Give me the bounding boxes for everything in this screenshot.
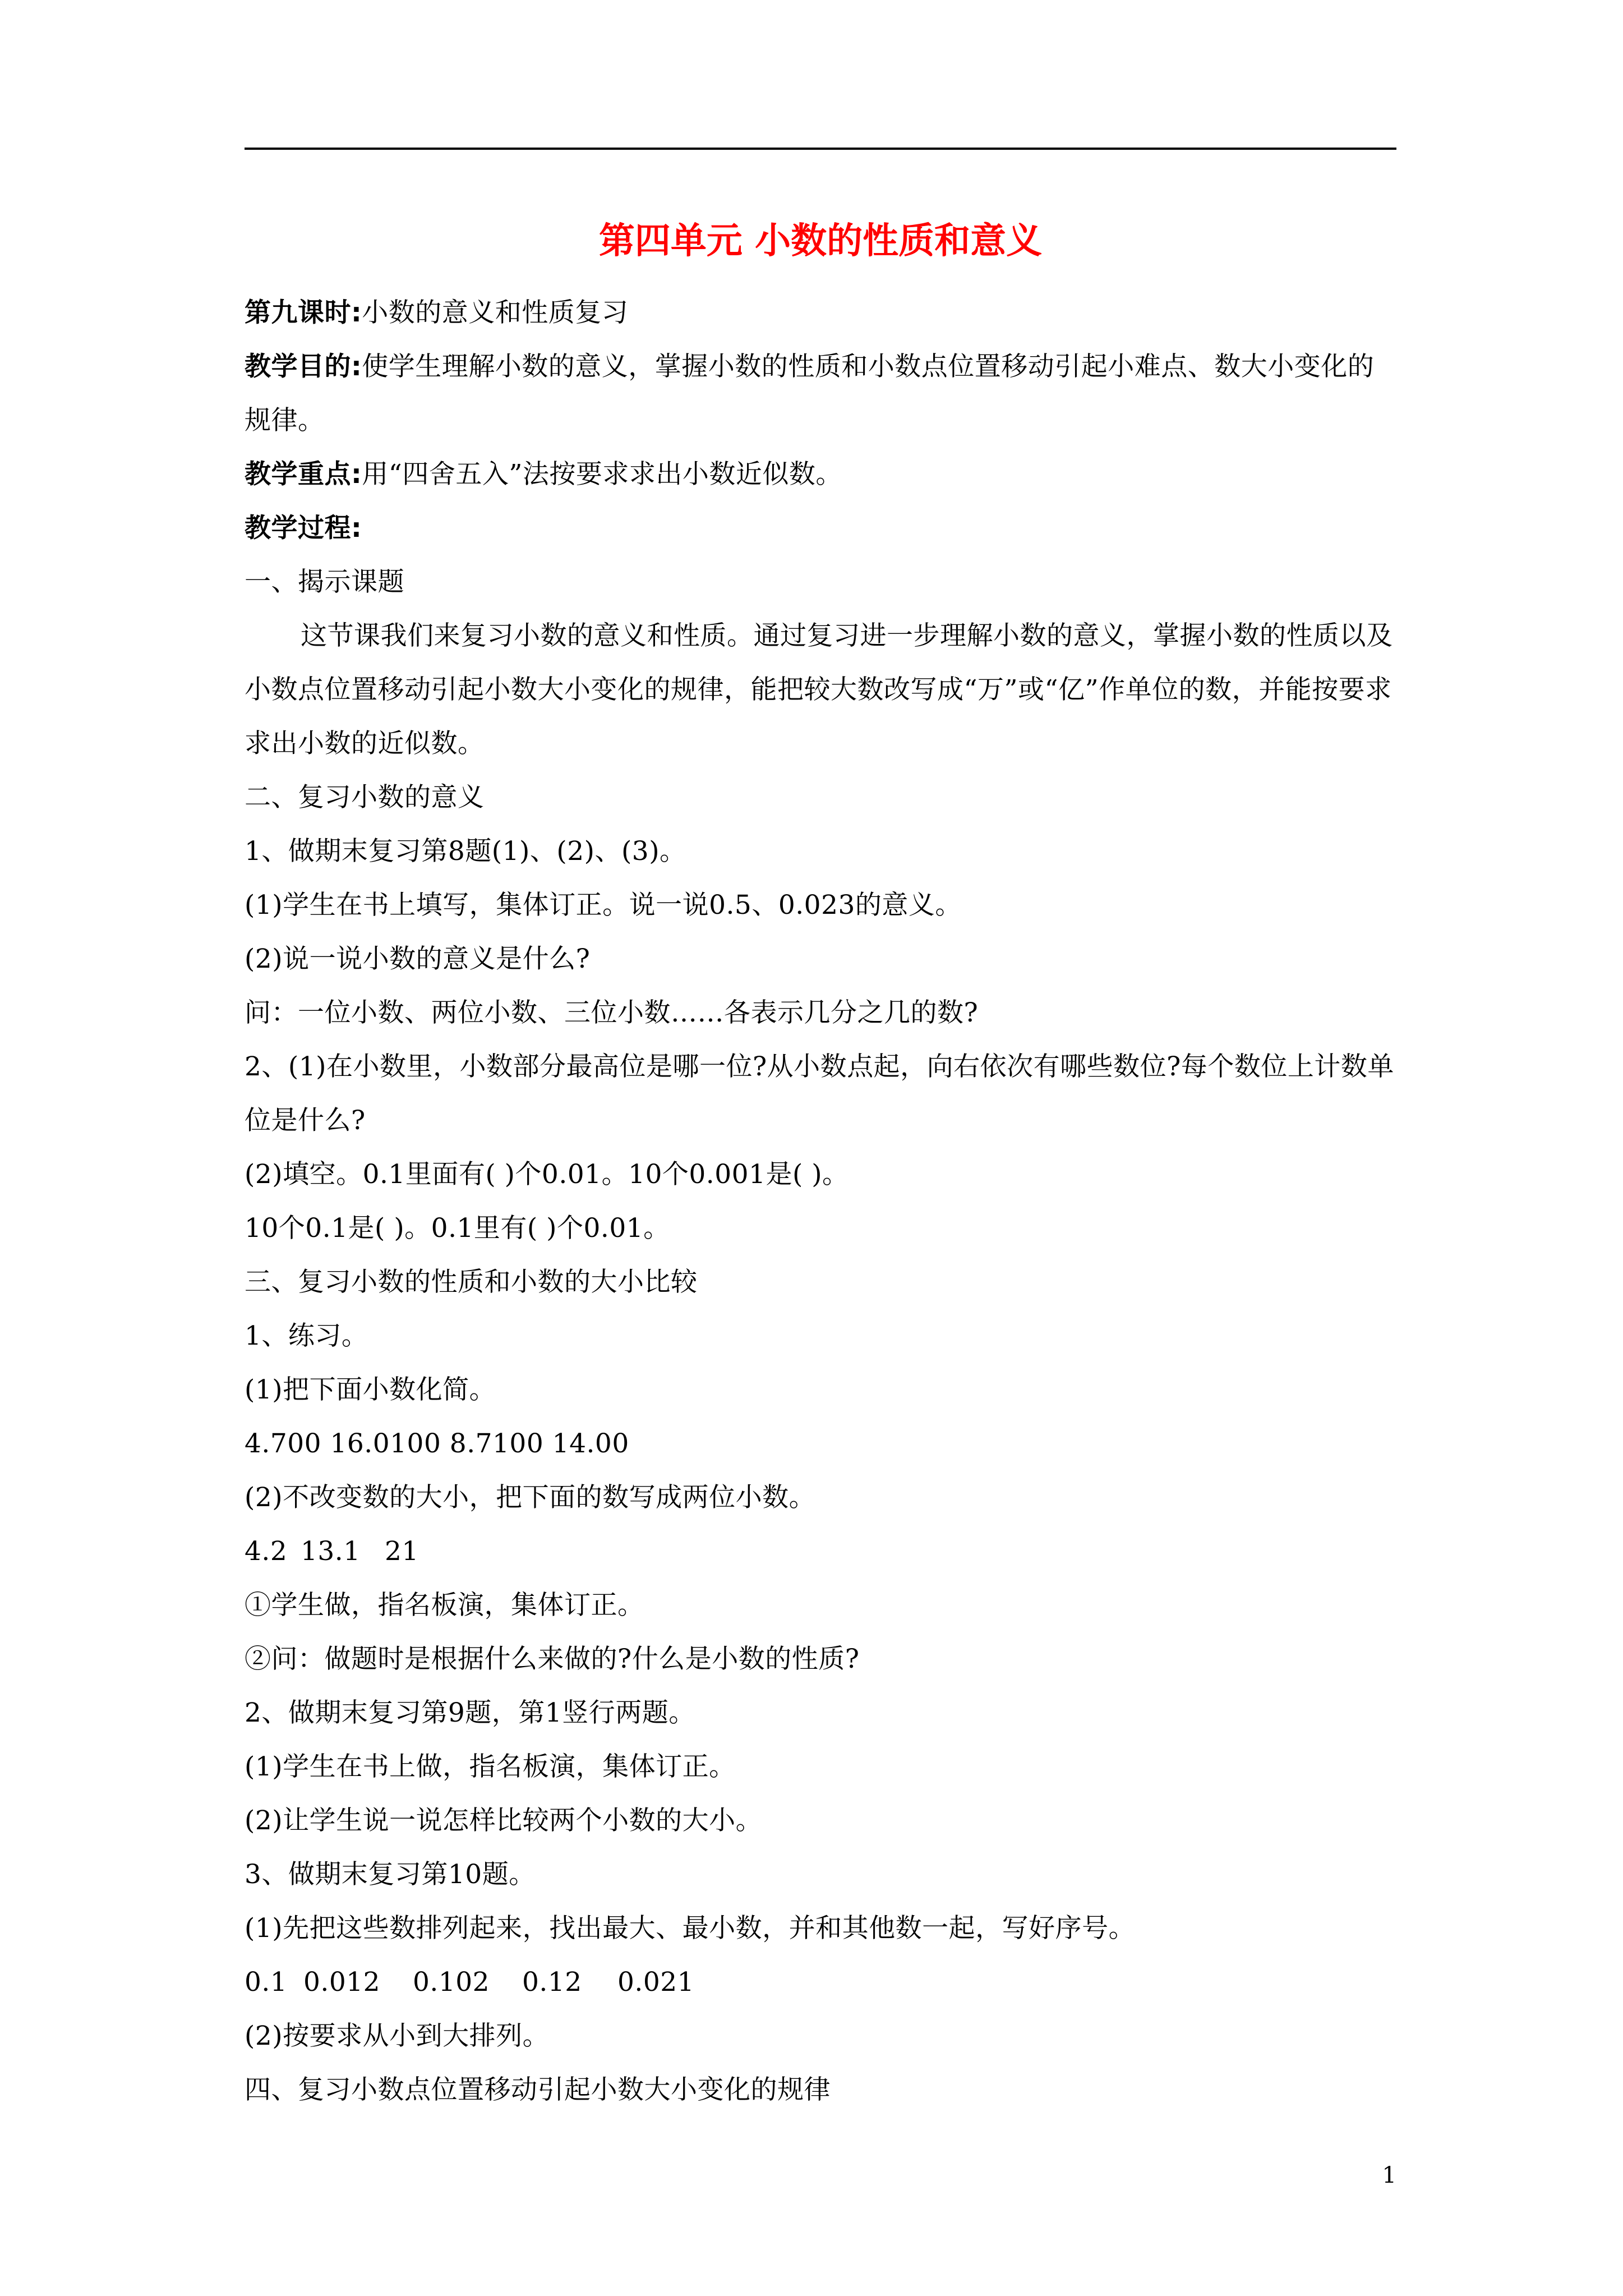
section-3-line-1: 1、练习。 bbox=[245, 1320, 368, 1351]
document-title: 第四单元 小数的性质和意义 bbox=[598, 220, 1043, 262]
section-3-line-14: (2)按要求从小到大排列。 bbox=[245, 2021, 550, 2051]
number-value: 0.1 bbox=[245, 1967, 288, 1998]
number-value: 0.12 bbox=[522, 1967, 582, 1998]
section-3-number-row-1 bbox=[245, 1525, 1399, 1579]
section-3-line-8: 2、做期末复习第9题，第1竖行两题。 bbox=[245, 1697, 695, 1728]
section-3-number-row-2 bbox=[245, 1955, 1399, 2009]
section-3-line-6: ①学生做，指名板演，集体订正。 bbox=[245, 1590, 644, 1621]
section-2-line-2: (1)学生在书上填写，集体订正。说一说0.5、0.023的意义。 bbox=[245, 890, 962, 921]
section-3-line-4: (2)不改变数的大小，把下面的数写成两位小数。 bbox=[245, 1482, 816, 1513]
section-2-line-4: 问：一位小数、两位小数、三位小数……各表示几分之几的数? bbox=[245, 997, 979, 1028]
section-3-line-7: ②问：做题时是根据什么来做的?什么是小数的性质? bbox=[245, 1644, 860, 1674]
header-rule bbox=[245, 148, 1396, 150]
number-value: 21 bbox=[385, 1536, 419, 1567]
number-value: 4.2 bbox=[245, 1536, 288, 1567]
focus-label: 教学重点: bbox=[245, 459, 362, 490]
section-2-line-1: 1、做期末复习第8题(1)、(2)、(3)。 bbox=[245, 836, 686, 867]
section-2-heading: 二、复习小数的意义 bbox=[245, 782, 485, 813]
number-value: 13.1 bbox=[301, 1536, 361, 1567]
section-3-line-11: 3、做期末复习第10题。 bbox=[245, 1859, 536, 1890]
section-2-line-3: (2)说一说小数的意义是什么? bbox=[245, 944, 591, 974]
section-1-paragraph: 这节课我们来复习小数的意义和性质。通过复习进一步理解小数的意义，掌握小数的性质以及小数点位置移动引起小数大小变化的规律，能把较大数改写成“万”或“亿”作单位的数，并能按要求求出小数的近似数。 bbox=[245, 620, 1393, 759]
section-2-line-6: (2)填空。0.1里面有( )个0.01。10个0.001是( )。 bbox=[245, 1159, 849, 1190]
section-4-heading: 四、复习小数点位置移动引起小数大小变化的规律 bbox=[245, 2074, 831, 2105]
section-3-line-12: (1)先把这些数排列起来，找出最大、最小数，并和其他数一起，写好序号。 bbox=[245, 1913, 1136, 1944]
goal-text: 使学生理解小数的意义，掌握小数的性质和小数点位置移动引起小难点、数大小变化的规律。 bbox=[245, 351, 1375, 436]
number-value: 0.021 bbox=[617, 1967, 695, 1998]
document-body bbox=[245, 286, 1399, 2117]
goal-line bbox=[245, 340, 1399, 448]
process-label: 教学过程: bbox=[245, 513, 362, 544]
lesson-text: 小数的意义和性质复习 bbox=[362, 297, 629, 328]
section-3-line-9: (1)学生在书上做，指名板演，集体订正。 bbox=[245, 1751, 736, 1782]
section-3-line-10: (2)让学生说一说怎样比较两个小数的大小。 bbox=[245, 1805, 763, 1836]
section-1-heading: 一、揭示课题 bbox=[245, 567, 404, 597]
section-3-line-2: (1)把下面小数化简。 bbox=[245, 1374, 496, 1405]
section-2-line-7: 10个0.1是( )。0.1里有( )个0.01。 bbox=[245, 1213, 670, 1244]
goal-label: 教学目的: bbox=[245, 351, 362, 382]
section-2-line-5: 2、(1)在小数里，小数部分最高位是哪一位?从小数点起，向右依次有哪些数位?每个数位上计数单位是什么? bbox=[245, 1051, 1394, 1136]
section-3-line-3: 4.700 16.0100 8.7100 14.00 bbox=[245, 1428, 629, 1459]
number-value: 0.012 bbox=[303, 1967, 381, 1998]
number-value: 0.102 bbox=[413, 1967, 490, 1998]
lesson-line bbox=[245, 286, 1399, 340]
lesson-label: 第九课时: bbox=[245, 297, 362, 328]
focus-line bbox=[245, 448, 1399, 501]
focus-text: 用“四舍五入”法按要求求出小数近似数。 bbox=[362, 459, 842, 490]
page-number: 1 bbox=[1382, 2162, 1396, 2188]
section-3-heading: 三、复习小数的性质和小数的大小比较 bbox=[245, 1267, 698, 1297]
